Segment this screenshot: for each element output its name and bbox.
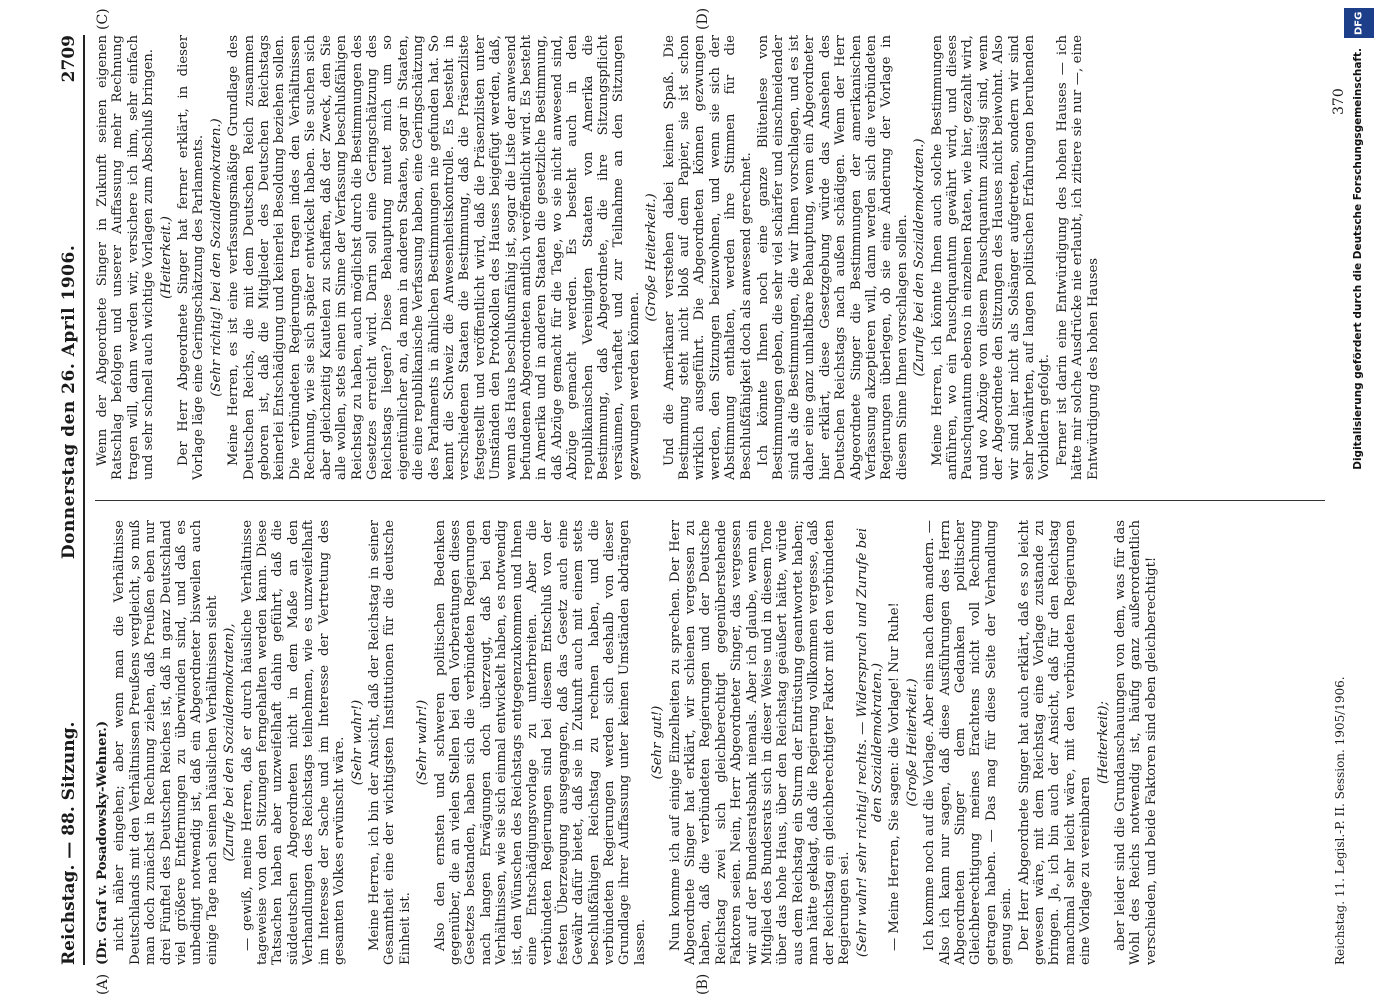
margin-letter-c: (C)	[95, 8, 111, 30]
header-date: Donnerstag den 26. April 1906.	[59, 244, 79, 560]
dfg-logo: DFG	[1344, 8, 1374, 38]
paragraph: Ferner ist darin eine Entwürdigung des hohen Hauses — ich hätte mir solche Ausdrücke nie erlaubt, ich zitiere sie nur —, eine Entwürdigung des hohen Hauses	[1054, 35, 1101, 480]
paragraph: (Große Heiterkeit.)	[644, 193, 660, 322]
right-column	[95, 35, 1330, 480]
paragraph: Nun komme ich auf einige Einzelheiten zu sprechen. Der Herr Abgeordnete Singer hat erklärt, wir schienen vergessen zu haben, daß die verbündeten Regierungen und der Deutsche Reichstag zwei sich gleichberechtigt gegenüberstehende Faktoren seien. Nein, Herr Abgeordneter Singer, das vergessen wir auf der Bundesratsbank niemals. Aber ich glaube, wenn ein Mitglied des Bundesrats sich in dieser Weise und in diesem Tone über das hohe Haus, über den Reichstag geäußert hätte, würde aus dem Reichstag ein Sturm der Entrüstung geantwortet haben; man hätte geklagt, daß die Regierung vollkommen vergesse, daß der Reichstag ein gleichberechtigter Faktor mit den verbündeten Regierungen sei.	[667, 520, 853, 965]
paragraph: Und die Amerikaner verstehen dabei keinen Spaß. Die Bestimmung steht nicht bloß auf dem Papier, sie ist schon wirklich ausgeführt. Die Abgeordneten können gezwungen werden, den Sitzungen beizuwohnen, und wenn sie sich der Abstimmung enthalten, werden ihre Stimmen für die Beschlußfähigkeit doch als anwesend gerechnet.	[661, 35, 754, 480]
paragraph: (Zurufe bei den Sozialdemokraten),	[222, 623, 238, 862]
left-paragraphs	[112, 520, 1159, 965]
paragraph: (Sehr wahr!)	[349, 699, 365, 786]
dfg-stamp	[1344, 8, 1374, 978]
paragraph: Wenn der Abgeordnete Singer in Zukunft seinen eigenen Ratschlag befolgen und unserer Auffassung mehr Rechnung tragen will, dann werden wir, versichere ich ihm, sehr einfach und sehr schnell auch wichtige Vorlagen zum Abschluß bringen.	[95, 35, 157, 480]
paragraph: aber leider sind die Grundanschauungen von dem, was für das Wohl des Reichs notwendig ist, häufig ganz außerordentlich verschieden, und beide Faktoren sind eben gleichberechtigt!	[1113, 520, 1159, 965]
footer-page-number: 370	[1331, 88, 1347, 115]
paragraph: Ich könnte Ihnen noch eine ganze Blütenlese von Bestimmungen geben, die sehr viel schärfer und einschneidender sind als die Bestimmungen, die wir Ihnen vorschlagen, und es ist daher eine ganz unhaltbare Behauptung, wenn ein Abgeordneter hier erklärt, diese Gesetzgebung würde das Ansehen des Deutschen Reichstags nach außen schädigen. Wenn der Herr Abgeordnete Singer die Bestimmungen der amerikanischen Verfassung akzeptieren will, dann werden sich die verbündeten Regierungen überlegen, ob sie eine Änderung der Vorlage in diesem Sinne Ihnen vorschlagen sollen.	[756, 35, 910, 480]
paragraph: Der Herr Abgeordnete Singer hat auch erklärt, daß es so leicht gewesen wäre, mit dem Reichstag eine Vorlage zustande zu bringen. Ja, ich bin auch der Ansicht, daß für den Reichstag manchmal sehr leicht wäre, mit den verbündeten Regierungen eine Vorlage zu vereinbaren	[1016, 520, 1094, 965]
paragraph: Ich komme noch auf die Vorlage. Aber eins nach dem andern. — Also ich kann nur sagen, daß diese Ausführungen des Herrn Abgeordneten Singer dem Gedanken politischer Gleichberechtigung meines Erachtens nicht voll Rechnung getragen haben. — Das mag für diese Seite der Verhandlung genug sein.	[922, 520, 1015, 965]
paragraph: (Sehr wahr!)	[415, 699, 431, 786]
margin-letter-a: (A)	[95, 973, 111, 995]
paragraph: Der Herr Abgeordnete Singer hat ferner erklärt, in dieser Vorlage läge eine Geringschätzung des Parlaments.	[176, 35, 207, 480]
margin-letter-b: (B)	[695, 973, 711, 995]
right-paragraphs	[95, 35, 1101, 480]
paragraph: (Sehr wahr! sehr richtig! rechts. — Widerspruch und Zurufe bei den Sozialdemokraten.)	[854, 527, 885, 958]
paragraph: nicht näher eingehen; aber wenn man die Verhältnisse Deutschlands mit den Verhältnissen Preußens vergleicht, so muß man doch zunächst in Rechnung ziehen, daß Preußen eben nur drei Fünftel des Deutschen Reiches ist, daß in ganz Deutschland viel größere Entfernungen zu überwinden sind, und daß es unbedingt notwendig ist, daß ein Abgeordneter bisweilen auch einige Tage nach seinen häuslichen Verhältnissen sieht	[112, 520, 220, 965]
paragraph: Meine Herren, ich bin der Ansicht, daß der Reichstag in seiner Gesamtheit eine der wichtigsten Institutionen für die deutsche Einheit ist.	[366, 520, 413, 965]
paragraph: (Heiterkeit);	[1095, 701, 1111, 784]
rotated-document	[55, 7, 1350, 995]
page-header	[55, 35, 85, 965]
paragraph: (Sehr gut!)	[650, 705, 666, 780]
column-divider	[95, 500, 1325, 501]
header-page-number: 2709	[59, 35, 79, 83]
paragraph: (Sehr richtig! bei den Sozialdemokraten.)	[208, 118, 224, 397]
paragraph: Meine Herren, ich könnte Ihnen auch solche Bestimmungen anführen, wo ein Pauschquantum gewährt wird, und dieses Pauschquantum ebenso in einzelnen Raten, wie hier, gezahlt wird, und wo Abzüge von diesem Pauschquantum zulässig sind, wenn der Abgeordnete den Sitzungen des Hauses nicht beiwohnt. Also wir sind hier nicht als Solsänger aufgetreten, sondern wir sind sehr bewährten, auf langen politischen Erfahrungen beruhenden Vorbildern gefolgt.	[929, 35, 1053, 480]
paragraph: Meine Herren, es ist eine verfassungsmäßige Grundlage des Deutschen Reichs, die mit dem Deutschen Reich zusammen geboren ist, daß die Mitglieder des Deutschen Reichstags keinerlei Entschädigung und keinerlei Besoldung beziehen sollen. Die verbündeten Regierungen tragen indes den Verhältnissen Rechnung, wie sie sich später entwickelt haben. Sie suchen sich aber gleichzeitig Kautelen zu schaffen, daß der Zweck, den Sie alle wollen, stets einen im Sinne der Verfassung beschlußfähigen Reichstag zu haben, auch möglichst durch die Bestimmungen des Gesetzes erreicht wird. Darin soll eine Geringschätzung des Reichstags liegen? Diese Behauptung mutet mich um so eigentümlicher an, da man in anderen Staaten, sogar in Staaten, die eine republikanische Verfassung haben, eine Geringschätzung des Parlaments in ähnlichen Bestimmungen nie gefunden hat. So kennt die Schweiz die Anwesenheitskontrolle. Es besteht in verschiedenen Staaten die Bestimmung, daß die Präsenzliste festgestellt und veröffentlicht wird, daß die Präsenzlisten unter Umständen den Protokollen des Hauses beigefügt werden, daß, wenn das Haus beschlußunfähig ist, sogar die Liste der anwesend befundenen Abgeordneten amtlich veröffentlicht wird. Es besteht in Amerika und in anderen Staaten die gesetzliche Bestimmung, daß Abzüge gemacht für die Tage, wo sie nicht anwesend sind, Abzüge gemacht werden. Es besteht auch in den republikanischen Vereinigten Staaten von Amerika die Bestimmung, daß Abgeordnete, die ihre Sitzungspflicht versäumen, verhaftet und zur Teilnahme an den Sitzungen gezwungen werden können.	[226, 35, 642, 480]
speaker-line: (Dr. Graf v. Posadowsky-Wehner.)	[95, 720, 110, 965]
paragraph: — Meine Herren, Sie sagen: die Vorlage! Nur Ruhe!	[887, 602, 903, 951]
footer-source: Reichstag. 11. Legisl.-P. II. Session. 1905/1906.	[1333, 676, 1347, 965]
dfg-text: Digitalisierung gefördert durch die Deutsche Forschungsgemeinschaft.	[1352, 48, 1364, 470]
paragraph: — gewiß, meine Herren, daß er durch häusliche Verhältnisse tageweise von den Sitzungen ferngehalten werden kann. Diese Tatsachen haben aber unzweifelhaft dahin geführt, daß die süddeutschen Abgeordneten nicht in dem Maße an den Verhandlungen des Reichstags teilnehmen, wie es unzweifelhaft im Interesse der Sache und im Interesse der Vertretung des gesamten Volkes erwünscht wäre.	[239, 520, 348, 965]
left-column	[95, 520, 1330, 965]
paragraph: (Heiterkeit.)	[158, 216, 174, 299]
paragraph: (Zurufe bei den Sozialdemokraten.)	[912, 138, 928, 377]
header-left: Reichstag. — 88. Sitzung.	[59, 721, 79, 965]
paragraph: (Große Heiterkeit.)	[904, 678, 920, 807]
paragraph: Also den ernsten und schweren politischen Bedenken gegenüber, die an vielen Stellen bei den Vorberatungen dieses Gesetzes bestanden, haben sich die verbündeten Regierungen nach langen Erwägungen doch überzeugt, daß bei den Verhältnissen, wie sie sich einmal entwickelt haben, es notwendig ist, den Wünschen des Reichstags entgegenzukommen und Ihnen eine Entschädigungsvorlage zu unterbreiten. Aber die verbündeten Regierungen sind bei diesem Entschluß von der festen Überzeugung ausgegangen, daß das Gesetz auch eine Gewähr dafür bietet, daß sie in Zukunft auch mit einem stets beschlußfähigen Reichstag zu rechnen haben, und die verbündeten Regierungen werden sich deshalb von dieser Grundlage ihrer Auffassung unter keinen Umständen abdrängen lassen.	[432, 520, 648, 965]
margin-letter-d: (D)	[695, 7, 711, 30]
